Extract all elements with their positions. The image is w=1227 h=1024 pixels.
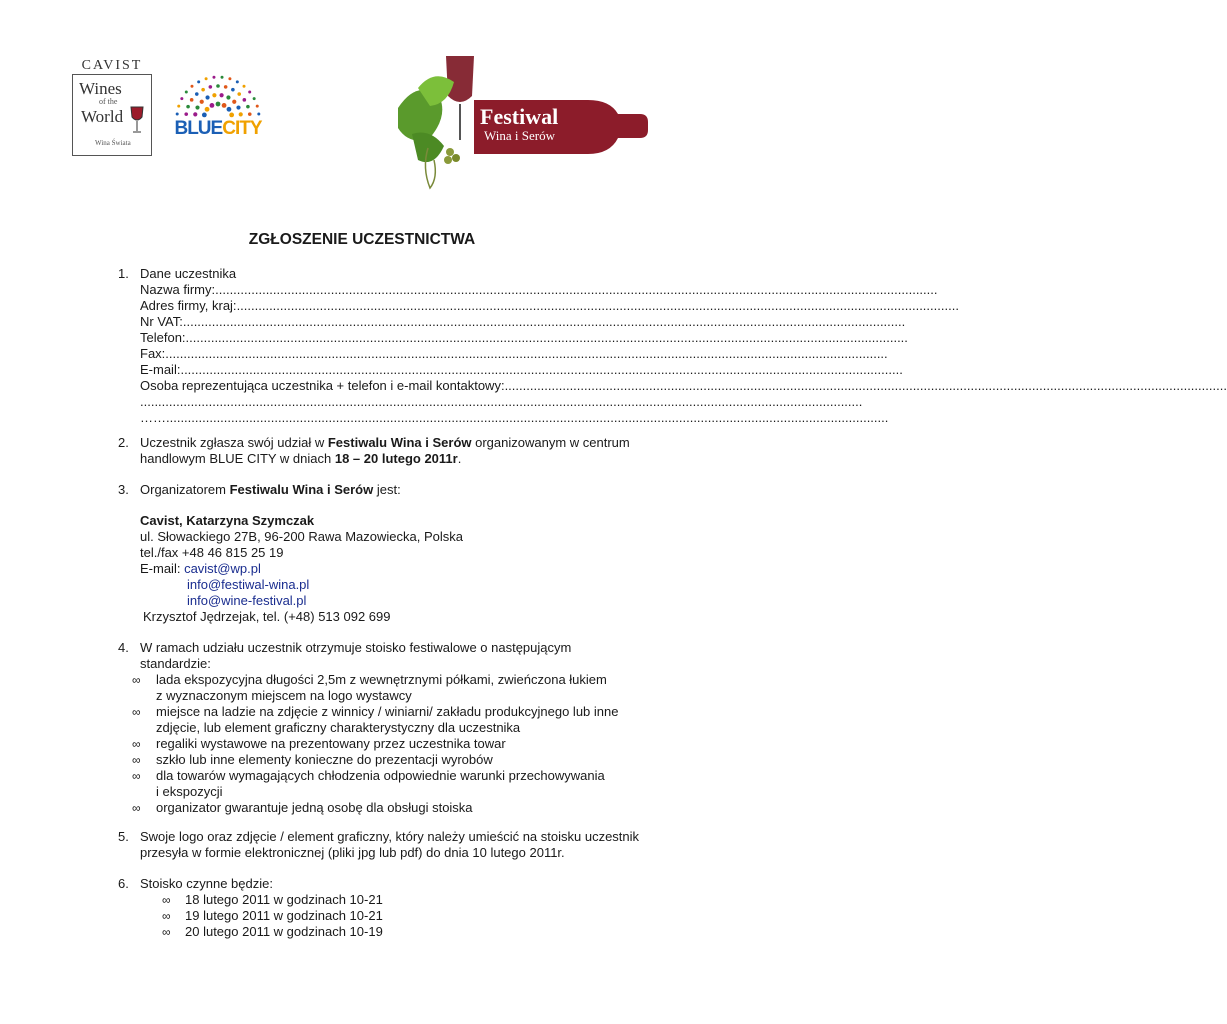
form-field-dotted-line[interactable]: ........................................................................................................................................................................................................ [215,282,938,297]
section-1-number: 1. [118,266,129,281]
bullet-icon: ∞ [162,925,171,939]
cavist-logo-ofthe: of the [99,97,118,106]
form-field-dotted-line[interactable]: ........................................................................................................................................................................................................ [185,330,908,345]
form-field-row[interactable] [140,314,906,330]
form-field-label: Osoba reprezentująca uczestnika + telefon i e-mail kontaktowy: [140,378,505,393]
section-2-number: 2. [118,435,129,450]
bullet-icon: ∞ [162,909,171,923]
bluecity-logo [166,70,270,146]
cavist-logo-box [72,74,152,156]
festival-logo [378,48,650,196]
form-field-row[interactable] [140,282,938,298]
standard-item-text: dla towarów wymagających chłodzenia odpowiednie warunki przechowywania [156,768,605,783]
section-1-title: Dane uczestnika [140,266,237,281]
form-field-row[interactable] [140,298,959,314]
section-6-title: Stoisko czynne będzie: [140,876,273,891]
festival-logo-subtitle: Wina i Serów [484,128,555,143]
cavist-logo [70,58,154,156]
form-field-label: Fax: [140,346,166,361]
email-link-1[interactable]: cavist@wp.pl [184,561,261,576]
bullet-icon: ∞ [132,737,141,751]
section-2-line-1: Uczestnik zgłasza swój udział w Festiwalu Wina i Serów organizowanym w centrum [140,435,630,450]
form-field-row[interactable] [140,330,908,346]
section-5-number: 5. [118,829,129,844]
organizer-phone: tel./fax +48 46 815 25 19 [140,545,284,560]
form-field-row[interactable] [140,346,888,362]
cavist-logo-world: World [81,107,124,126]
section-3-line-1: Organizatorem Festiwalu Wina i Serów jest: [140,482,401,497]
standard-item-text: zdjęcie, lub element graficzny charakterystyczny dla uczestnika [156,720,521,735]
standard-item-text: z wyznaczonym miejscem na logo wystawcy [156,688,412,703]
form-field-dotted-line[interactable]: ........................................................................................................................................................................................................ [236,298,959,313]
form-field-row[interactable] [140,410,889,426]
section-4-line-1: W ramach udziału uczestnik otrzymuje stoisko festiwalowe o następującym [140,640,572,655]
form-field-label: …… [140,410,166,425]
form-field-dotted-line[interactable]: ........................................................................................................................................................................................................ [182,314,906,329]
standard-item-text: regaliki wystawowe na prezentowany przez uczestnika towar [156,736,506,751]
organizer-name: Cavist, Katarzyna Szymczak [140,513,315,528]
standard-item-text: organizator gwarantuje jedną osobę dla obsługi stoiska [156,800,473,815]
form-field-dotted-line[interactable]: ........................................................................................................................................................................................................ [165,346,888,361]
section-6-number: 6. [118,876,129,891]
form-field-label: Adres firmy, kraj: [140,298,237,313]
email-link-2[interactable]: info@festiwal-wina.pl [187,577,310,592]
section-4-line-2: standardzie: [140,656,211,671]
form-field-dotted-line[interactable]: ........................................................................................................................................................................................................ [166,410,889,425]
section-5-line-2: przesyła w formie elektronicznej (pliki jpg lub pdf) do dnia 10 lutego 2011r. [140,845,565,860]
organizer-address: ul. Słowackiego 27B, 96-200 Rawa Mazowiecka, Polska [140,529,464,544]
form-field-label: E-mail: [140,362,181,377]
bluecity-dots-icon [166,70,270,120]
festival-logo-title: Festiwal [480,104,559,129]
section-3-number: 3. [118,482,129,497]
bullet-icon: ∞ [162,893,171,907]
cavist-logo-wines: Wines [79,79,122,98]
schedule-item: 18 lutego 2011 w godzinach 10-21 [185,892,383,907]
schedule-item: 19 lutego 2011 w godzinach 10-21 [185,908,383,923]
standard-item-text: lada ekspozycyjna długości 2,5m z wewnętrznymi półkami, zwieńczona łukiem [156,672,607,687]
wine-glass-icon [129,105,145,135]
section-2-line-2: handlowym BLUE CITY w dniach 18 – 20 lutego 2011r. [140,451,462,466]
bluecity-logo-word: BLUECITY [174,118,262,139]
page-title: ZGŁOSZENIE UCZESTNICTWA [248,231,476,248]
section-4-number: 4. [118,640,129,655]
form-field-label: Telefon: [140,330,186,345]
cavist-logo-subtitle: Wina Świata [95,139,131,147]
section-5-line-1: Swoje logo oraz zdjęcie / element graficzny, który należy umieścić na stoisku uczestnik [140,829,640,844]
bullet-icon: ∞ [132,801,141,815]
standard-item-text: i ekspozycji [156,784,223,799]
email-link-3[interactable]: info@wine-festival.pl [187,593,307,608]
form-field-dotted-line[interactable]: ........................................................................................................................................................................................................ [504,378,1227,393]
bullet-icon: ∞ [132,673,141,687]
bullet-icon: ∞ [132,769,141,783]
form-field-dotted-line[interactable]: ........................................................................................................................................................................................................ [180,362,903,377]
standard-item-text: szkło lub inne elementy konieczne do prezentacji wyrobów [156,752,493,767]
bullet-icon: ∞ [132,753,141,767]
form-field-label: Nr VAT: [140,314,183,329]
form-field-dotted-line[interactable]: ........................................................................................................................................................................................................ [140,394,863,409]
schedule-item: 20 lutego 2011 w godzinach 10-19 [185,924,383,939]
cavist-logo-title: CAVIST [81,58,143,73]
form-field-label: Nazwa firmy: [140,282,216,297]
standard-item-text: miejsce na ladzie na zdjęcie z winnicy / winiarni/ zakładu produkcyjnego lub inne [156,704,619,719]
form-field-row[interactable] [140,378,1227,394]
organizer-email-line: E-mail: cavist@wp.pl [140,561,261,576]
form-field-row[interactable] [140,362,903,378]
form-field-row[interactable] [140,394,863,410]
organizer-contact: Krzysztof Jędrzejak, tel. (+48) 513 092 699 [143,609,391,624]
bullet-icon: ∞ [132,705,141,719]
